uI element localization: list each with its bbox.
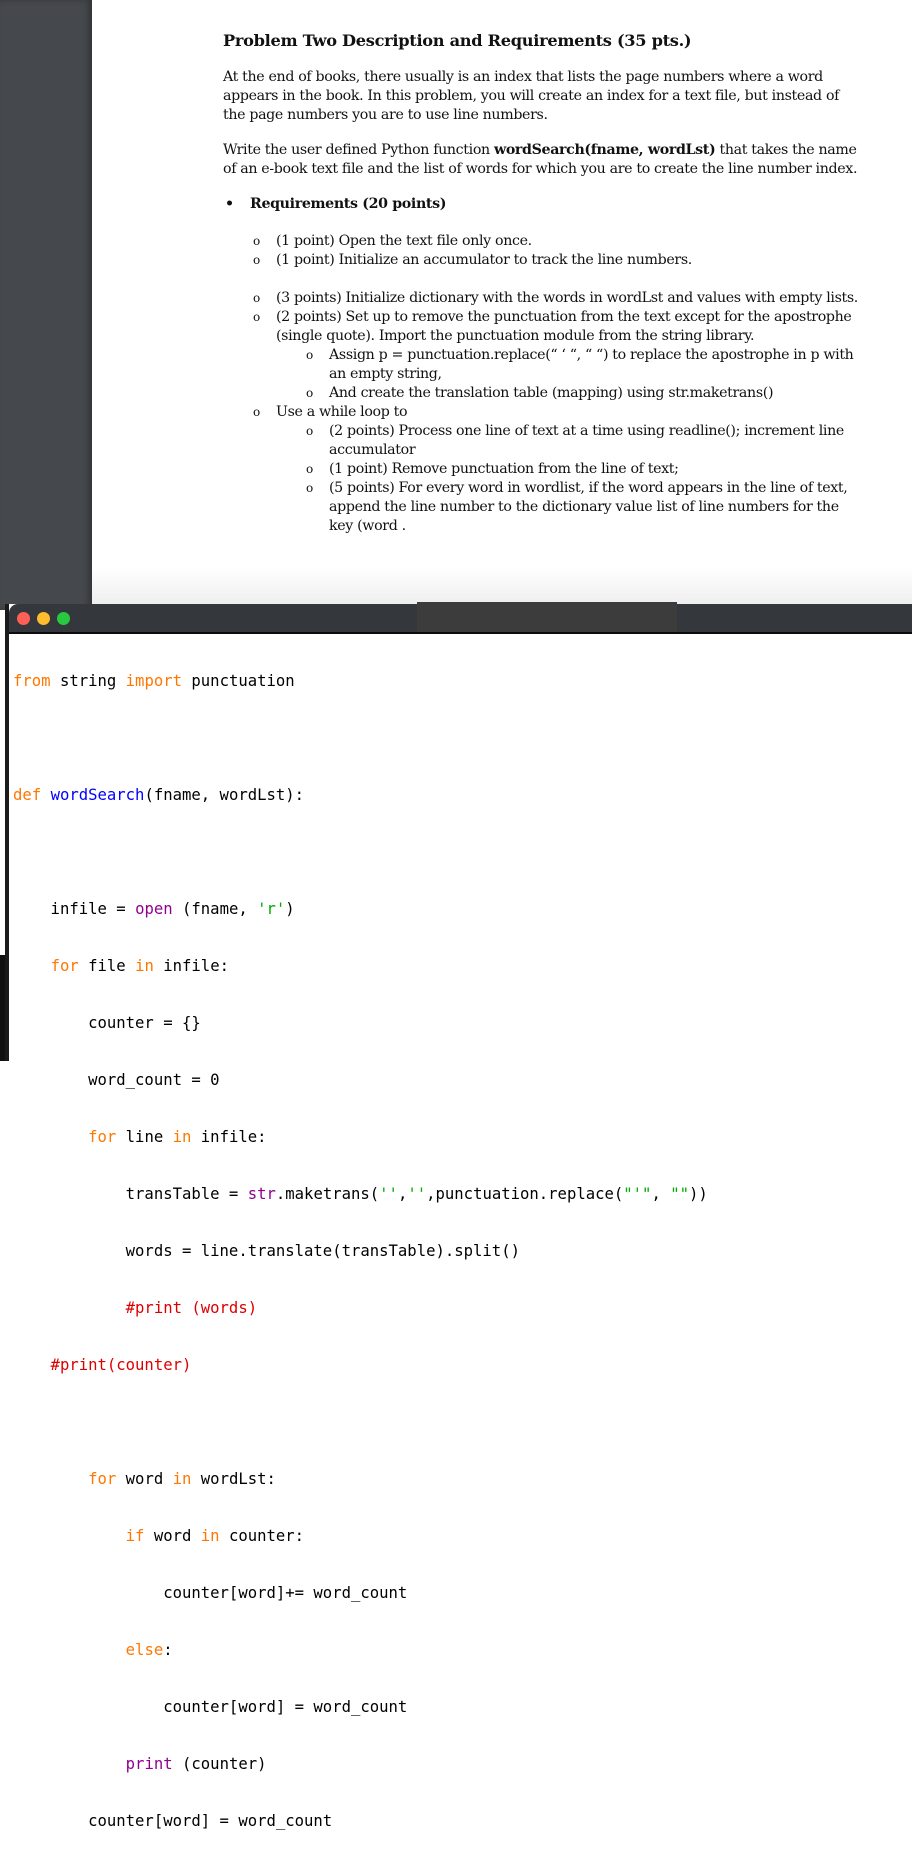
code-line: transTable = str.maketrans('','',punctuation.replace("'", "")) bbox=[13, 1185, 708, 1203]
window-edge bbox=[0, 955, 5, 1061]
maximize-window-icon[interactable] bbox=[57, 612, 70, 625]
code-line: if word in counter: bbox=[125, 1527, 305, 1545]
list-subitem: o Assign p = punctuation.replace(“ ‘ “, “ “) to replace the apostrophe in p with an empty string, bbox=[306, 347, 854, 382]
hollow-bullet-icon: o bbox=[306, 348, 313, 362]
code-line: counter = {} bbox=[13, 1014, 201, 1032]
requirements-heading: • Requirements (20 points) bbox=[225, 196, 447, 212]
task-paragraph: Write the user defined Python function wordSearch(fname, wordLst) that takes the name of an e-book text file and the list of words for which you are to create the line number index. bbox=[223, 142, 858, 177]
code-line: infile = open (fname, 'r') bbox=[13, 900, 295, 918]
code-line: else: bbox=[125, 1641, 173, 1659]
code-line bbox=[13, 729, 708, 748]
minimize-window-icon[interactable] bbox=[37, 612, 50, 625]
code-line: words = line.translate(transTable).split() bbox=[13, 1242, 520, 1260]
code-line: for line in infile: bbox=[88, 1128, 267, 1146]
code-line: counter[word]+= word_count bbox=[13, 1584, 408, 1602]
function-signature: wordSearch(fname, wordLst) bbox=[493, 142, 716, 158]
code-line: word_count = 0 bbox=[13, 1071, 220, 1089]
code-line: print (counter) bbox=[125, 1755, 267, 1773]
document-content bbox=[223, 30, 863, 536]
code-line bbox=[13, 1413, 708, 1432]
code-line: def wordSearch(fname, wordLst): bbox=[13, 786, 305, 804]
list-item: o (3 points) Initialize dictionary with the words in wordLst and values with empty lists. bbox=[253, 290, 858, 306]
editor-title-area bbox=[417, 602, 677, 632]
list-item: o (1 point) Open the text file only once. bbox=[253, 233, 532, 249]
code-line: #print (words) bbox=[13, 1299, 258, 1317]
hollow-bullet-icon: o bbox=[253, 291, 260, 305]
hollow-bullet-icon: o bbox=[253, 310, 260, 324]
code-line bbox=[13, 843, 708, 862]
code-line: for word in wordLst: bbox=[88, 1470, 276, 1488]
editor-titlebar[interactable] bbox=[9, 604, 912, 634]
close-window-icon[interactable] bbox=[17, 612, 30, 625]
hollow-bullet-icon: o bbox=[306, 386, 313, 400]
code-line: counter[word] = word_count bbox=[13, 1698, 408, 1716]
code-editor-text[interactable] bbox=[13, 634, 708, 1869]
list-subitem: o And create the translation table (mapping) using str.maketrans() bbox=[306, 385, 774, 401]
list-subitem: o (2 points) Process one line of text at a time using readline(); increment line accumulator bbox=[306, 423, 844, 458]
background-window-gutter bbox=[0, 0, 92, 610]
list-item: o (1 point) Initialize an accumulator to track the line numbers. bbox=[253, 252, 692, 268]
page-title: Problem Two Description and Requirements (35 pts.) bbox=[223, 31, 692, 50]
code-line: counter[word] = word_count bbox=[13, 1812, 333, 1830]
list-item: o (2 points) Set up to remove the punctuation from the text except for the apostrophe (single quote). Import the punctuation module from the string library. bbox=[253, 309, 852, 344]
list-subitem: o (1 point) Remove punctuation from the line of text; bbox=[306, 461, 679, 477]
list-subitem: o (5 points) For every word in wordlist, if the word appears in the line of text, append the line number to the dictionary value list of line numbers for the key (word . bbox=[306, 480, 848, 534]
intro-paragraph: At the end of books, there usually is an index that lists the page numbers where a word appears in the book. In this problem, you will create an index for a text file, but instead of the page numbers you are to use line numbers. bbox=[223, 69, 840, 123]
code-line: #print(counter) bbox=[13, 1356, 192, 1374]
hollow-bullet-icon: o bbox=[306, 424, 313, 438]
code-line: from string import punctuation bbox=[13, 672, 295, 690]
list-item: o Use a while loop to bbox=[253, 404, 408, 420]
hollow-bullet-icon: o bbox=[253, 234, 260, 248]
hollow-bullet-icon: o bbox=[306, 462, 313, 476]
code-line: for file in infile: bbox=[50, 957, 229, 975]
hollow-bullet-icon: o bbox=[306, 481, 313, 495]
hollow-bullet-icon: o bbox=[253, 405, 260, 419]
code-editor-window bbox=[5, 604, 912, 1830]
hollow-bullet-icon: o bbox=[253, 253, 260, 267]
filled-bullet-icon: • bbox=[225, 196, 234, 212]
